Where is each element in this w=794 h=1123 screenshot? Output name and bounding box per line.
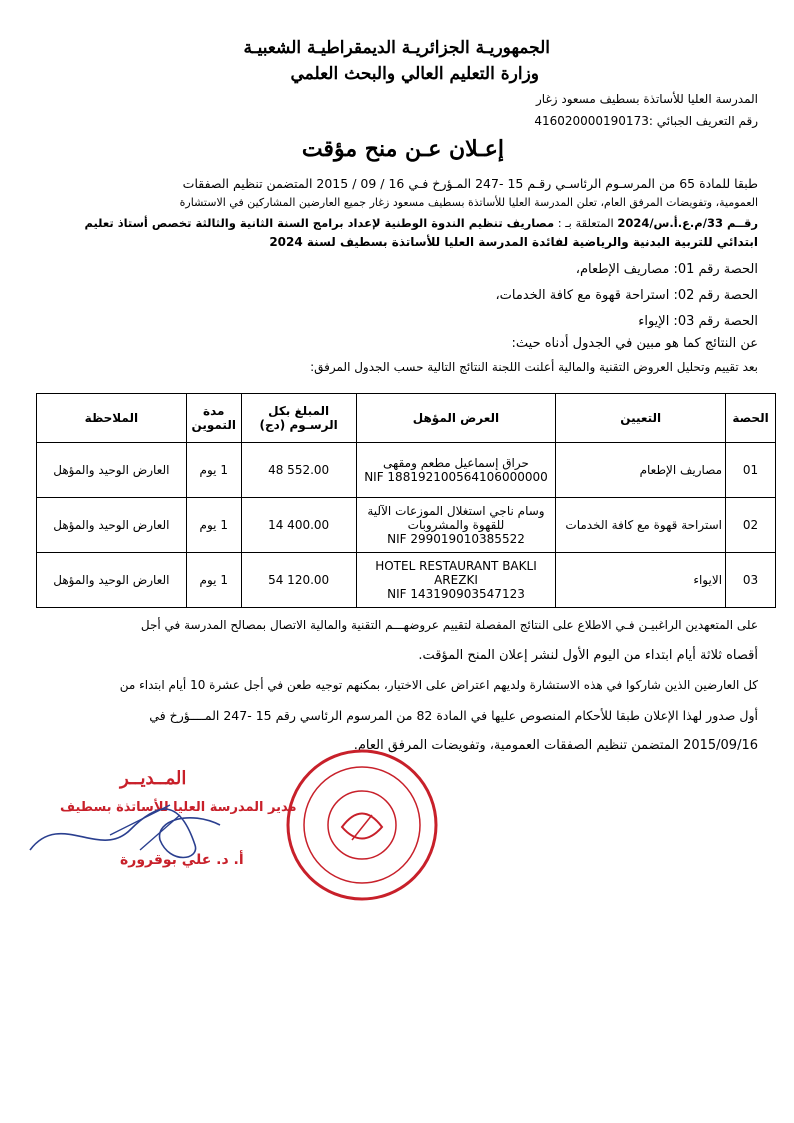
para2-line-3: 2015/09/16 المتضمن تنظيم الصفقات العمومية، وتفويضات المرفق العام.	[353, 738, 758, 753]
cell-duration: 1 يوم	[186, 553, 241, 608]
cell-lot: 01	[726, 443, 776, 498]
official-stamp-icon	[282, 745, 442, 905]
table-row	[37, 498, 776, 553]
offer-name: وسام ناجي استغلال الموزعات الآلية للقهوة والمشروبات	[367, 504, 545, 532]
cell-duration: 1 يوم	[186, 443, 241, 498]
para1-line-2: أقصاه ثلاثة أيام ابتداء من اليوم الأول لنشر إعلان المنح المؤقت.	[418, 648, 758, 663]
header-designation: التعيين	[556, 394, 726, 443]
cell-remark: العارض الوحيد والمؤهل	[37, 498, 187, 553]
table-header-row	[37, 394, 776, 443]
para2-line-1: كل العارضين الذين شاركوا في هذه الاستشارة ولديهم اعتراض على الاختيار، بمكنهم توجيه طعن في أجل عشرة 10 أيام ابتداء من	[119, 678, 758, 692]
cell-lot: 02	[726, 498, 776, 553]
cell-offer	[356, 553, 556, 608]
handwritten-signature	[20, 790, 260, 880]
header-lot: الحصة	[726, 394, 776, 443]
cell-designation: استراحة قهوة مع كافة الخدمات	[556, 498, 726, 553]
header-amount: المبلغ بكل الرسـوم (دج)	[241, 394, 356, 443]
signature-name: أ. د. علي بوقرورة	[120, 852, 244, 868]
evaluation-note: بعد تقييم وتحليل العروض التقنية والمالية أعلنت اللجنة النتائج التالية حسب الجدول المرفق:	[310, 360, 758, 374]
para2-line-2: أول صدور لهذا الإعلان طبقا للأحكام المنصوص عليها في المادة 82 من المرسوم الرئاسي رقم 15 -247 المــــؤرخ في	[149, 708, 758, 723]
signature-title: المــديــر	[120, 768, 187, 789]
intro-line-3	[84, 216, 758, 230]
intro-line-2: العمومية، وتفويضات المرفق العام، تعلن المدرسة العليا للأساتذة بسطيف مسعود زغار جميع العارضين المشاركين في الاستشارة	[179, 196, 758, 209]
header-duration: مدة التموين	[186, 394, 241, 443]
tax-id: رقم التعريف الجبائي :416020000190173	[534, 114, 758, 128]
cell-duration: 1 يوم	[186, 498, 241, 553]
results-table	[36, 393, 776, 608]
intro-line-1: طبقا للمادة 65 من المرسـوم الرئاسـي رقـم 15 -247 المـؤرخ فـي 16 / 09 / 2015 المتضمن تنظيم الصفقات	[182, 176, 758, 191]
offer-nif: NIF 143190903547123	[387, 587, 525, 601]
cell-amount: 14 400.00	[241, 498, 356, 553]
cell-designation: مصاريف الإطعام	[556, 443, 726, 498]
lot-1: الحصة رقم 01: مصاريف الإطعام،	[575, 262, 758, 277]
lot-3: الحصة رقم 03: الإيواء	[638, 314, 758, 329]
cell-offer	[356, 498, 556, 553]
header-offer: العرض المؤهل	[356, 394, 556, 443]
page-title: إعـلان عـن منح مؤقت	[301, 136, 504, 162]
consultation-number: رقــم 33/م.ع.أ.س/2024	[617, 216, 758, 230]
table-row	[37, 553, 776, 608]
offer-nif: NIF 299019010385522	[387, 532, 525, 546]
cell-amount: 54 120.00	[241, 553, 356, 608]
table-row	[37, 443, 776, 498]
offer-name: HOTEL RESTAURANT BAKLI AREZKI	[375, 559, 537, 587]
lot-2: الحصة رقم 02: استراحة قهوة مع كافة الخدمات،	[495, 288, 758, 303]
cell-remark: العارض الوحيد والمؤهل	[37, 443, 187, 498]
ministry-header: وزارة التعليم العالي والبحث العلمي	[290, 64, 539, 84]
results-note: عن النتائج كما هو مبين في الجدول أدناه حيث:	[511, 336, 758, 351]
intro-line-3-mid: المتعلقة بـ :	[554, 216, 618, 230]
header-remark: الملاحظة	[37, 394, 187, 443]
cell-designation: الايواء	[556, 553, 726, 608]
cell-offer	[356, 443, 556, 498]
intro-line-4: ابتدائي للتربية البدنية والرياضية لفائدة المدرسة العليا للأساتذة بسطيف لسنة 2024	[269, 235, 758, 249]
para1-line-1: على المتعهدين الراغبيـن فـي الاطلاع على النتائج المفصلة لتقييم عروضهـــم التقنية والمالية الاتصال بمصالح المدرسة في أجل	[140, 618, 758, 632]
school-name: المدرسة العليا للأساتذة بسطيف مسعود زغار	[536, 92, 758, 106]
offer-nif: NIF 188192100564106000000	[364, 470, 548, 484]
signature-role: مدير المدرسة العليا للأساتذة بسطيف	[60, 800, 297, 815]
republic-header: الجمهوريـة الجزائريـة الديمقراطيـة الشعبيـة	[243, 38, 550, 58]
cell-remark: العارض الوحيد والمؤهل	[37, 553, 187, 608]
offer-name: حراق إسماعيل مطعم ومقهى	[383, 456, 529, 470]
cell-amount: 48 552.00	[241, 443, 356, 498]
consultation-subject: مصاريف تنظيم الندوة الوطنية لإعداد برامج السنة الثانية والثالثة تخصص أستاذ تعليم	[84, 216, 555, 230]
cell-lot: 03	[726, 553, 776, 608]
